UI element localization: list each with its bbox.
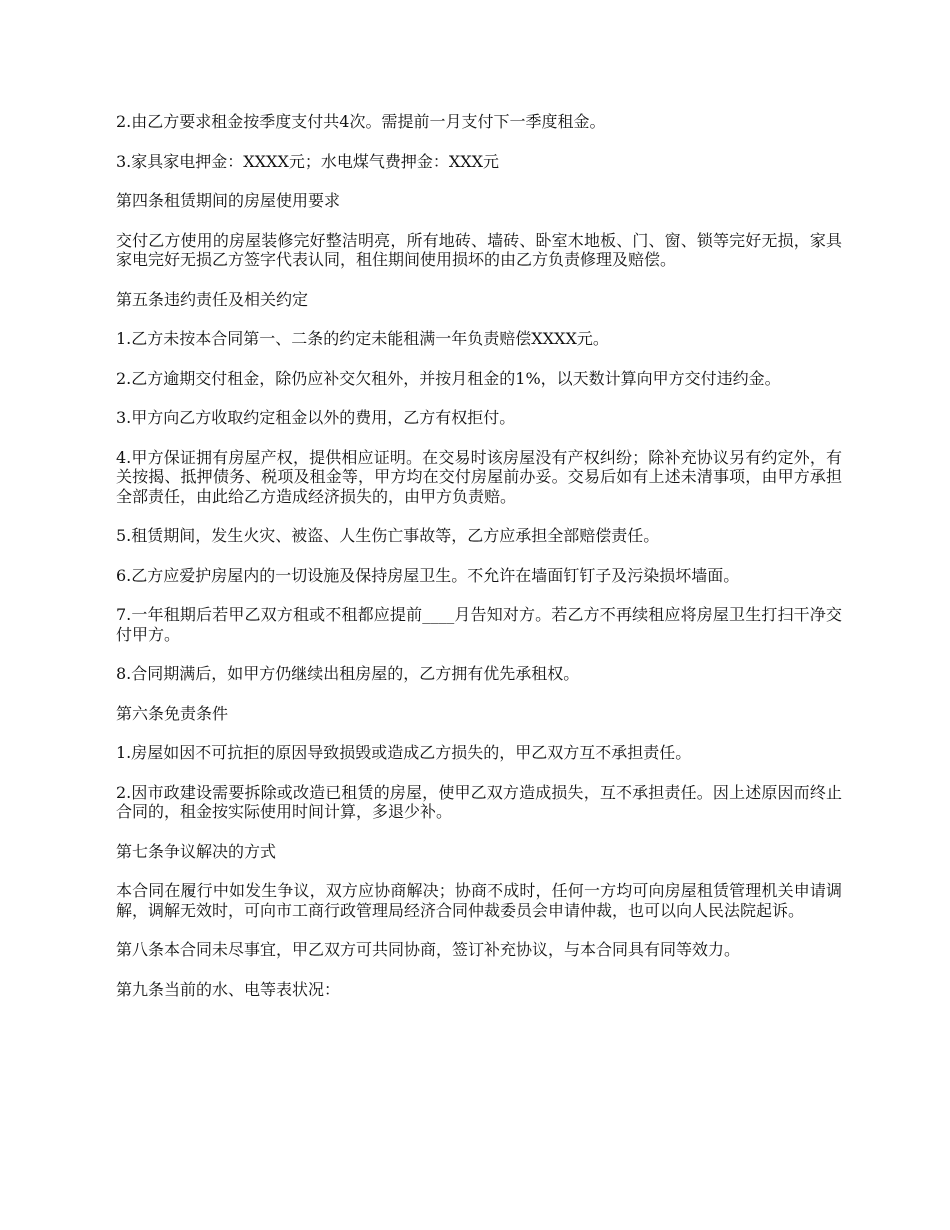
heading-article-7: 第七条争议解决的方式 (116, 841, 277, 861)
paragraph-article-8: 第八条本合同未尽事宜，甲乙双方可共同协商，签订补充协议，与本合同具有同等效力。 (116, 940, 741, 959)
paragraph-breach-7: 7.一年租期后若甲乙双方租或不租都应提前____月告知对方。若乙方不再续租应将房屋卫生打扫干净交付甲方。 (116, 605, 842, 644)
paragraph-breach-1: 1.乙方未按本合同第一、二条的约定未能租满一年负责赔偿XXXX元。 (116, 329, 609, 348)
paragraph-house-condition: 交付乙方使用的房屋装修完好整洁明亮，所有地砖、墙砖、卧室木地板、门、窗、锁等完好无损，家具家电完好无损乙方签字代表认同，租住期间使用损坏的由乙方负责修理及赔偿。 (116, 230, 842, 269)
paragraph-deposit: 3.家具家电押金：XXXX元；水电煤气费押金：XXX元 (116, 151, 500, 171)
paragraph-breach-5: 5.租赁期间，发生火灾、被盗、人生伤亡事故等，乙方应承担全部赔偿责任。 (116, 526, 660, 545)
paragraph-rent-quarterly: 2.由乙方要求租金按季度支付共4次。需提前一月支付下一季度租金。 (116, 112, 606, 131)
heading-article-5: 第五条违约责任及相关约定 (116, 289, 309, 309)
paragraph-breach-2: 2.乙方逾期交付租金，除仍应补交欠租外，并按月租金的1%，以天数计算向甲方交付违约金。 (116, 368, 781, 388)
paragraph-breach-4: 4.甲方保证拥有房屋产权，提供相应证明。在交易时该房屋没有产权纠纷；除补充协议另有约定外，有关按揭、抵押债务、税项及租金等，甲方均在交付房屋前办妥。交易后如有上述未清事项，由甲方承担全部责任，由此给乙方造成经济损失的，由甲方负责赔。 (116, 447, 842, 506)
paragraph-article-9: 第九条当前的水、电等表状况： (116, 979, 341, 999)
paragraph-exemption-2: 2.因市政建设需要拆除或改造已租赁的房屋，使甲乙双方造成损失，互不承担责任。因上述原因而终止合同的，租金按实际使用时间计算，多退少补。 (116, 782, 842, 821)
document-body (116, 112, 842, 1019)
heading-article-6: 第六条免责条件 (116, 703, 229, 723)
paragraph-exemption-1: 1.房屋如因不可抗拒的原因导致损毁或造成乙方损失的，甲乙双方互不承担责任。 (116, 743, 692, 762)
paragraph-breach-3: 3.甲方向乙方收取约定租金以外的费用，乙方有权拒付。 (116, 408, 516, 427)
paragraph-dispute: 本合同在履行中如发生争议，双方应协商解决；协商不成时，任何一方均可向房屋租赁管理机关申请调解，调解无效时，可向市工商行政管理局经济合同仲裁委员会申请仲裁，也可以向人民法院起诉。 (116, 881, 842, 920)
paragraph-breach-8: 8.合同期满后，如甲方仍继续出租房屋的，乙方拥有优先承租权。 (116, 664, 580, 683)
paragraph-breach-6: 6.乙方应爱护房屋内的一切设施及保持房屋卫生。不允许在墙面钉钉子及污染损坏墙面。 (116, 565, 740, 585)
heading-article-4: 第四条租赁期间的房屋使用要求 (116, 191, 341, 210)
